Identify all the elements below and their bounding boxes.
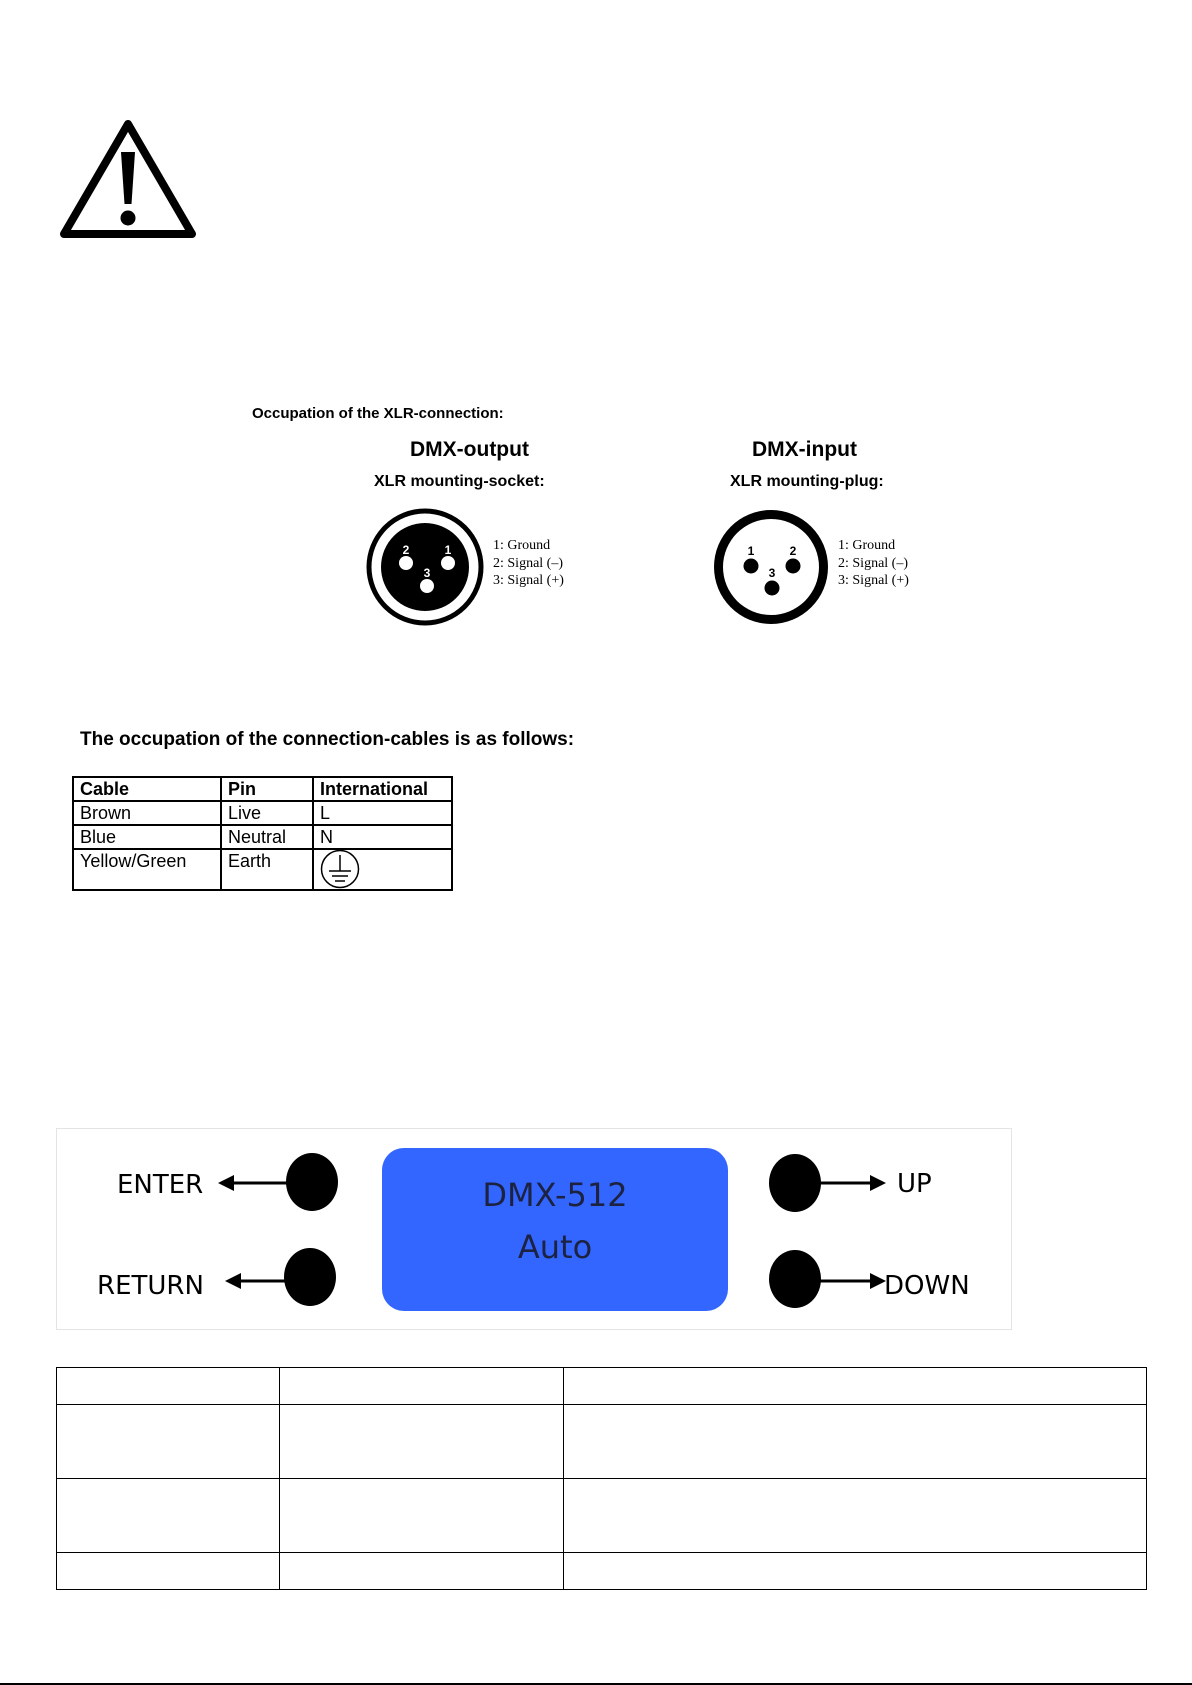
pin-item: 2: Signal (–) [838,555,908,571]
table-cell: Brown [73,801,221,825]
table-row [73,801,452,825]
table-cell [564,1405,1147,1479]
enter-label: ENTER [117,1170,204,1200]
table-cell [280,1553,564,1590]
table-cell: L [313,801,452,825]
table-row [73,849,452,890]
pin-item: 3: Signal (+) [838,573,909,588]
down-button[interactable] [769,1250,821,1308]
cable-table [72,776,453,891]
dmx-output-subtitle: XLR mounting-socket: [374,473,545,490]
up-label: UP [897,1169,932,1199]
pin-item: 3: Signal (+) [493,573,564,588]
table-cell [313,849,452,890]
dmx-output-title: DMX-output [410,438,529,461]
column-header-cable: Cable [73,777,221,801]
dmx-input-subtitle: XLR mounting-plug: [730,473,884,490]
socket-pin-2-label: 2 [402,543,410,557]
xlr-plug-diagram [712,507,830,627]
return-button[interactable] [284,1248,336,1306]
table-row [73,825,452,849]
socket-pin-1-label: 1 [444,543,452,557]
left-arrow-icon [225,1270,289,1292]
table-cell [57,1479,280,1553]
plug-pin-3-label: 3 [768,566,776,580]
plug-pin-2-label: 2 [789,544,797,558]
table-row [57,1405,1147,1479]
table-cell: Blue [73,825,221,849]
table-cell: Earth [221,849,313,890]
down-label: DOWN [884,1271,970,1301]
column-header-international: International [313,777,452,801]
lcd-display [382,1148,728,1311]
pin-item: 1: Ground [493,538,551,553]
warning-triangle-icon [58,118,198,240]
table-row [57,1368,1147,1405]
left-arrow-icon [218,1172,290,1194]
table-cell [564,1368,1147,1405]
table-row [57,1553,1147,1590]
table-cell [564,1553,1147,1590]
table-cell [57,1405,280,1479]
table-row [57,1479,1147,1553]
socket-pin-3-label: 3 [423,566,431,580]
dmx-input-pin-list [838,537,909,590]
table-header-row [73,777,452,801]
function-table [56,1367,1147,1590]
pin-item: 1: Ground [838,538,896,553]
table-cell: Yellow/Green [73,849,221,890]
cables-heading: The occupation of the connection-cables is as follows: [80,729,575,750]
right-arrow-icon [818,1172,886,1194]
table-cell [280,1405,564,1479]
table-cell: N [313,825,452,849]
table-cell: Neutral [221,825,313,849]
protective-earth-icon [320,849,360,889]
column-header-pin: Pin [221,777,313,801]
xlr-heading: Occupation of the XLR-connection: [252,405,504,422]
enter-button[interactable] [286,1153,338,1211]
table-cell [57,1368,280,1405]
table-cell [280,1479,564,1553]
dmx-output-pin-list [493,537,564,590]
plug-pin-1-label: 1 [747,544,755,558]
xlr-socket-diagram [366,507,484,627]
right-arrow-icon [818,1270,886,1292]
pin-item: 2: Signal (–) [493,555,563,571]
lcd-line-2: Auto [517,1228,593,1266]
table-cell: Live [221,801,313,825]
table-cell [564,1479,1147,1553]
return-label: RETURN [97,1271,204,1301]
table-cell [280,1368,564,1405]
lcd-line-1: DMX-512 [482,1176,628,1214]
up-button[interactable] [769,1154,821,1212]
table-cell [57,1553,280,1590]
dmx-input-title: DMX-input [752,438,857,461]
